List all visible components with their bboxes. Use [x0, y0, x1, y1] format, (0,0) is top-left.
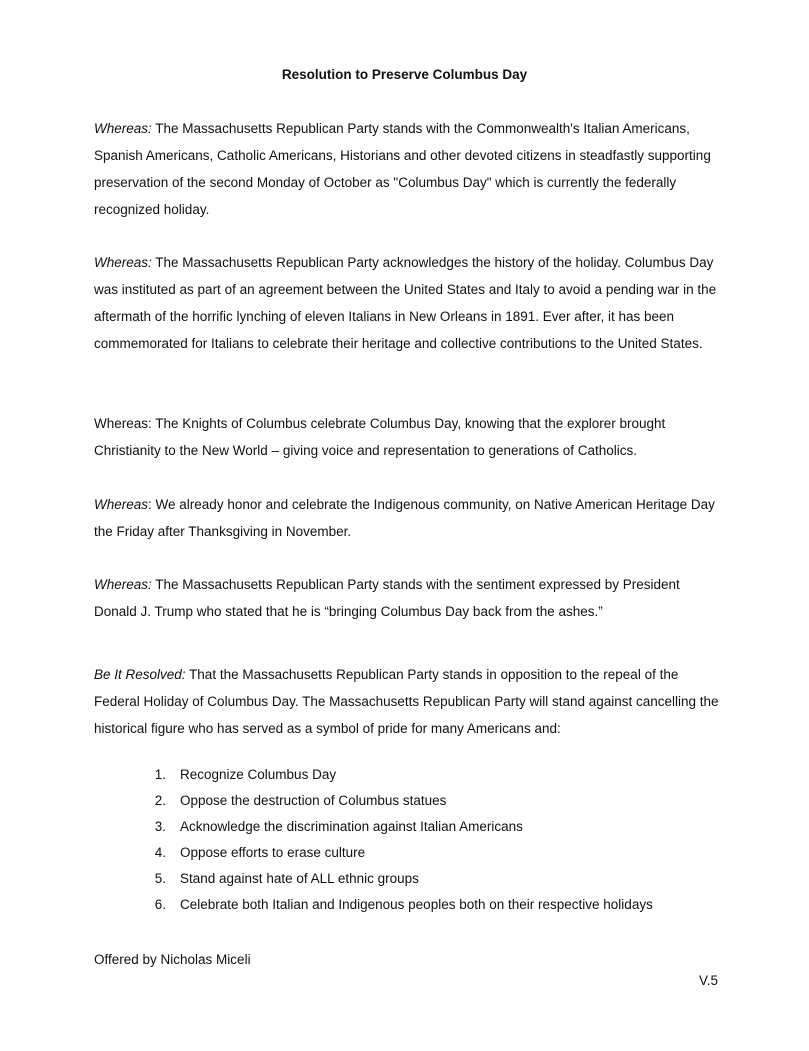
paragraph-text: The Massachusetts Republican Party stands with the Commonwealth's Italian Americans, Spanish Americans, Catholic Americans, Historians and other devoted citizens in steadfastly supporting preservation of the second Monday of October as "Columbus Day" which is currently the federally recognized holiday.	[94, 121, 711, 217]
whereas-paragraph-1	[94, 115, 724, 223]
whereas-paragraph-2	[94, 249, 724, 357]
list-item	[134, 892, 653, 918]
list-text: Celebrate both Italian and Indigenous peoples both on their respective holidays	[180, 897, 653, 912]
list-item	[134, 866, 653, 892]
list-text: Oppose efforts to erase culture	[180, 845, 366, 860]
offered-by: Offered by Nicholas Miceli	[94, 952, 251, 967]
paragraph-text: That the Massachusetts Republican Party stands in opposition to the repeal of the Federal Holiday of Columbus Day. The Massachusetts Republican Party will stand against cancelling the historical figure who has served as a symbol of pride for many Americans and:	[94, 667, 719, 736]
list-text: Acknowledge the discrimination against Italian Americans	[180, 819, 523, 834]
paragraph-lead: Be It Resolved:	[94, 667, 186, 682]
paragraph-text: The Massachusetts Republican Party stands with the sentiment expressed by President Donald J. Trump who stated that he is “bringing Columbus Day back from the ashes.”	[94, 577, 680, 619]
list-item	[134, 814, 653, 840]
version-label: V.5	[698, 973, 718, 988]
paragraph-lead: Whereas:	[94, 255, 152, 270]
paragraph-lead: Whereas:	[94, 121, 152, 136]
list-number: 6.	[154, 897, 166, 912]
list-text: Oppose the destruction of Columbus statues	[180, 793, 447, 808]
list-text: Recognize Columbus Day	[180, 767, 337, 782]
paragraph-lead: Whereas:	[94, 577, 152, 592]
list-number: 4.	[154, 845, 166, 860]
paragraph-text: : We already honor and celebrate the Indigenous community, on Native American Heritage Day the Friday after Thanksgiving in November.	[94, 497, 715, 539]
list-item	[134, 788, 653, 814]
whereas-paragraph-3	[94, 410, 724, 464]
resolution-list	[134, 762, 653, 918]
document-title: Resolution to Preserve Columbus Day	[281, 67, 528, 82]
list-item	[134, 762, 653, 788]
list-number: 3.	[154, 819, 166, 834]
list-number: 2.	[154, 793, 166, 808]
paragraph-text: Whereas: The Knights of Columbus celebrate Columbus Day, knowing that the explorer brought Christianity to the New World – giving voice and representation to generations of Catholics.	[94, 416, 666, 458]
whereas-paragraph-4	[94, 491, 724, 545]
list-item	[134, 840, 653, 866]
list-number: 1.	[154, 767, 166, 782]
list-number: 5.	[154, 871, 166, 886]
resolved-paragraph	[94, 661, 724, 742]
paragraph-text: The Massachusetts Republican Party acknowledges the history of the holiday. Columbus Day was instituted as part of an agreement between the United States and Italy to avoid a pending war in the aftermath of the horrific lynching of eleven Italians in New Orleans in 1891. Ever after, it has been commemorated for Italians to celebrate their heritage and collective contributions to the United States.	[94, 255, 717, 351]
list-text: Stand against hate of ALL ethnic groups	[180, 871, 419, 886]
whereas-paragraph-5	[94, 571, 724, 625]
paragraph-lead: Whereas	[94, 497, 149, 512]
